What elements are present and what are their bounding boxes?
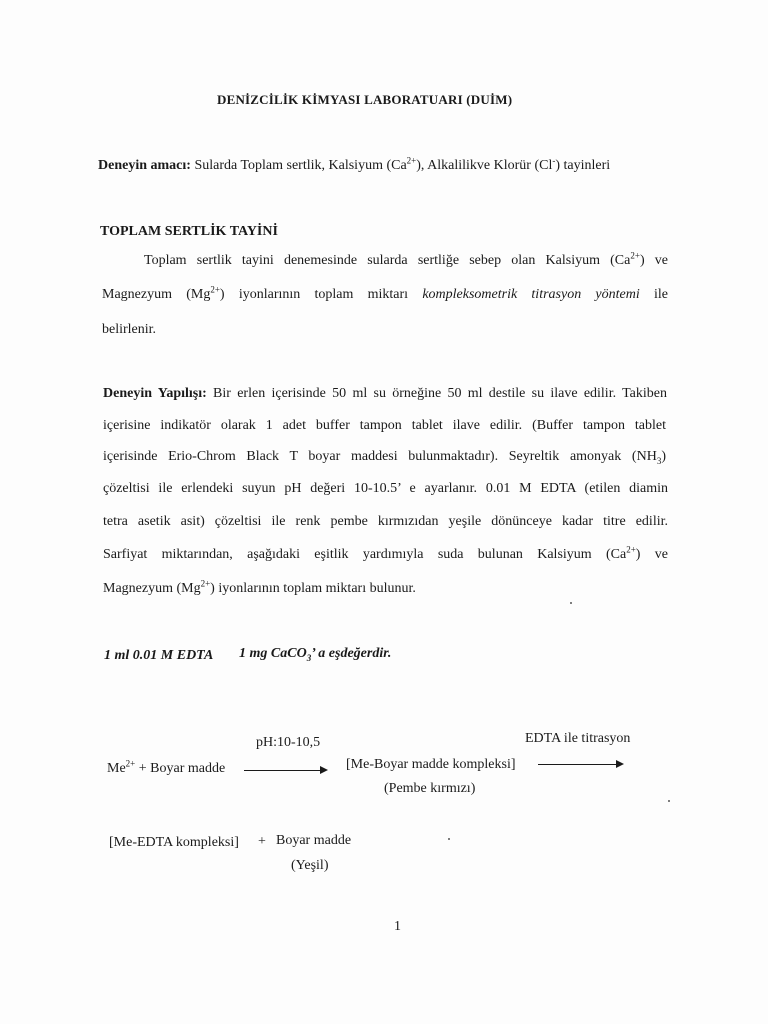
scan-speck (448, 838, 450, 840)
equivalence-sub: 3 (306, 652, 312, 663)
reactant-dye: + Boyar madde (135, 761, 226, 776)
reaction-product-2: Boyar madde (276, 833, 352, 848)
reaction-product-1: [Me-EDTA kompleksi] (109, 835, 239, 850)
reaction-arrow-1 (244, 770, 320, 771)
procedure-line-1 (103, 386, 667, 402)
procedure-text: ) iyonlarının toplam miktarı bulunur. (210, 581, 416, 596)
purpose-sup-a: 2+ (406, 155, 417, 166)
procedure-line-3 (103, 449, 666, 465)
procedure-label: Deneyin Yapılışı: (103, 386, 207, 401)
reaction-arrow-2 (538, 764, 616, 765)
procedure-text: Sarfiyat miktarından, aşağıdaki eşitlik yardımıyla suda bulunan Kalsiyum (Ca (103, 547, 627, 562)
para1-text: ile (639, 287, 669, 302)
procedure-line-4: çözeltisi ile erlendeki suyun pH değeri 10-10.5’ e ayarlanır. 0.01 M EDTA (etilen diamin (103, 481, 668, 496)
page-number: 1 (394, 919, 401, 934)
equivalence-left: 1 ml 0.01 M EDTA (104, 648, 214, 663)
reaction-reactants (107, 758, 226, 777)
para1-sup: 2+ (210, 284, 220, 295)
para1-text: ) ve (639, 253, 668, 268)
para1-line-2 (102, 284, 669, 303)
procedure-text: ) (661, 449, 666, 464)
para1-sup: 2+ (630, 250, 640, 261)
purpose-text-a: Sularda Toplam sertlik, Kalsiyum (Ca (190, 158, 407, 173)
para1-text: Toplam sertlik tayini denemesinde sularda sertliğe sebep olan Kalsiyum (Ca (144, 253, 631, 268)
procedure-text: Magnezyum (Mg (103, 581, 201, 596)
reaction-plus: + (258, 834, 266, 849)
page-title: DENİZCİLİK KİMYASI LABORATUARI (DUİM) (217, 92, 513, 107)
section-heading: TOPLAM SERTLİK TAYİNİ (100, 224, 278, 239)
scan-speck (668, 800, 670, 802)
equivalence-text: 1 mg CaCO (239, 646, 307, 661)
equivalence-right (239, 646, 391, 662)
reaction-product-2-color: (Yeşil) (291, 858, 329, 873)
para1-italic-term: kompleksometrik titrasyon yöntemi (422, 287, 640, 302)
purpose-line (98, 155, 611, 174)
reaction-complex-1-color: (Pembe kırmızı) (384, 781, 476, 796)
para1-text: Magnezyum (Mg (102, 287, 211, 302)
scan-speck (570, 602, 572, 604)
para1-line-3: belirlenir. (102, 322, 157, 337)
reaction-condition-ph: pH:10-10,5 (256, 735, 321, 750)
reactant-charge: 2+ (125, 758, 136, 769)
reactant-metal: Me (107, 761, 126, 776)
purpose-text-c: ) tayinleri (555, 158, 611, 173)
para1-text: ) iyonlarının toplam miktarı (219, 287, 423, 302)
procedure-line-7 (103, 578, 416, 597)
purpose-sup-b: - (552, 155, 556, 166)
arrow-head-icon (320, 766, 328, 774)
equivalence-text: ’ a eşdeğerdir. (311, 646, 392, 661)
procedure-text: ) ve (635, 547, 668, 562)
procedure-sub: 3 (656, 455, 662, 466)
reaction-complex-1: [Me-Boyar madde kompleksi] (346, 757, 516, 772)
procedure-text: içerisinde Erio-Chrom Black T boyar maddesi bulunmaktadır). Seyreltik amonyak (NH (103, 449, 657, 464)
para1-line-1 (144, 250, 668, 269)
arrow-head-icon (616, 760, 624, 768)
procedure-line-2: içerisine indikatör olarak 1 adet buffer tampon tablet ilave edilir. (Buffer tampon tablet (103, 418, 666, 433)
purpose-text-b: ), Alkalilikve Klorür (Cl (416, 158, 553, 173)
procedure-line-5: tetra asetik asit) çözeltisi ile renk pembe kırmızıdan yeşile dönünceye kadar titre edilir. (103, 514, 668, 529)
reaction-condition-titration: EDTA ile titrasyon (525, 731, 631, 746)
purpose-label: Deneyin amacı: (98, 158, 191, 173)
procedure-sup: 2+ (626, 544, 636, 555)
procedure-text: Bir erlen içerisinde 50 ml su örneğine 50 ml destile su ilave edilir. Takiben (206, 386, 668, 401)
procedure-line-6 (103, 544, 668, 563)
procedure-sup: 2+ (200, 578, 211, 589)
